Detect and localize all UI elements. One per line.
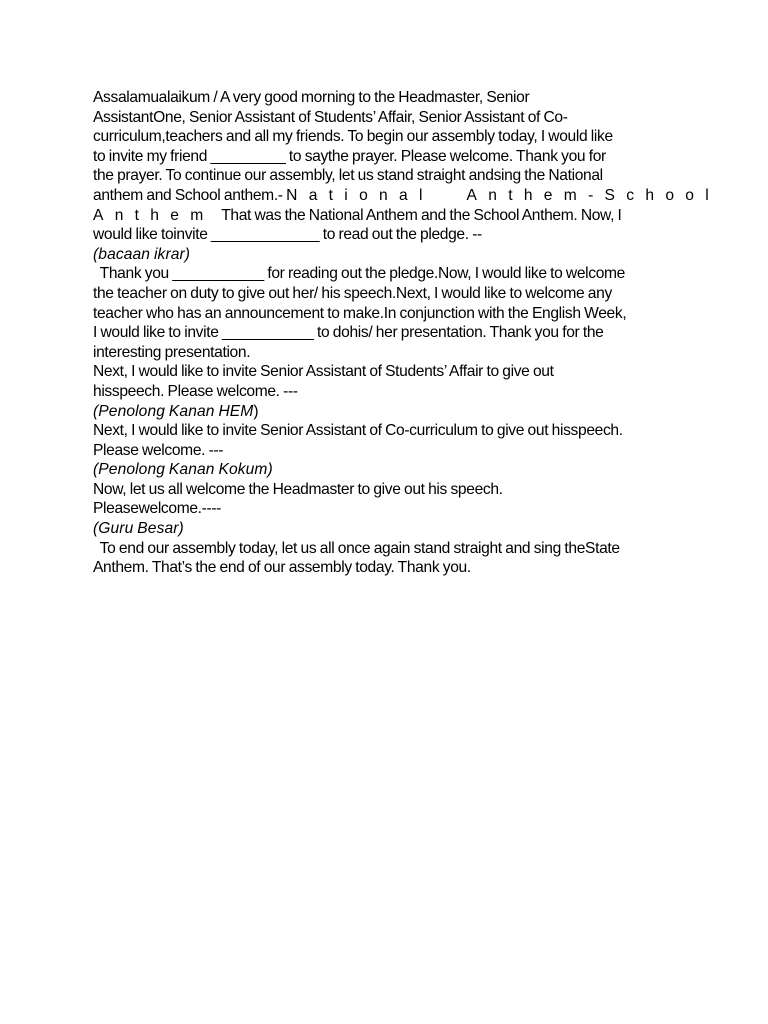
italic-note: (Penolong Kanan HEM (93, 402, 254, 420)
text-line: interesting presentation. (93, 343, 251, 361)
italic-note-line (93, 402, 683, 422)
text-line: Pleasewelcome.---- (93, 500, 222, 518)
italic-note: (Penolong Kanan Kokum) (93, 461, 273, 479)
italic-note: (Guru Besar) (93, 520, 184, 538)
text-line-anthem-end (93, 206, 683, 226)
spaced-heading: National Anthem-School (286, 186, 721, 204)
text-line: Please welcome. --- (93, 441, 224, 459)
text-line: hisspeech. Please welcome. --- (93, 382, 298, 400)
text-line: Thank you ___________ for reading out the pledge.Now, I would like to welcome (93, 265, 626, 283)
text-line: AssistantOne, Senior Assistant of Students’ Affair, Senior Assistant of Co- (93, 108, 568, 126)
italic-note: (bacaan ikrar) (93, 245, 191, 263)
closing-paren: ) (253, 402, 259, 420)
text-line: Next, I would like to invite Senior Assistant of Students’ Affair to give out (93, 363, 554, 381)
text-line: Anthem. That’s the end of our assembly today. Thank you. (93, 559, 471, 577)
spaced-heading: Anthem (93, 206, 215, 224)
text-line: Now, let us all welcome the Headmaster to give out his speech. (93, 480, 503, 498)
text-line: To end our assembly today, let us all once again stand straight and sing theState (93, 539, 620, 557)
text-line: Assalamualaikum / A very good morning to the Headmaster, Senior (93, 89, 530, 106)
text-segment: That was the National Anthem and the School Anthem. Now, I (214, 206, 622, 224)
text-line: the teacher on duty to give out her/ his speech.Next, I would like to welcome any (93, 284, 612, 302)
document-body (93, 88, 721, 578)
text-line: the prayer. To continue our assembly, let us stand straight andsing the National (93, 167, 603, 185)
text-line: teacher who has an announcement to make.In conjunction with the English Week, (93, 304, 627, 322)
text-line: would like toinvite _____________ to read out the pledge. -- (93, 226, 482, 244)
text-line: I would like to invite ___________ to dohis/ her presentation. Thank you for the (93, 324, 604, 342)
text-segment: anthem and School anthem.- (93, 186, 283, 204)
text-line: Next, I would like to invite Senior Assistant of Co-curriculum to give out hisspeech. (93, 422, 623, 440)
text-line: curriculum,teachers and all my friends. To begin our assembly today, I would like (93, 128, 613, 146)
text-line-anthem (93, 186, 721, 206)
text-line: to invite my friend _________ to saythe prayer. Please welcome. Thank you for (93, 147, 606, 165)
